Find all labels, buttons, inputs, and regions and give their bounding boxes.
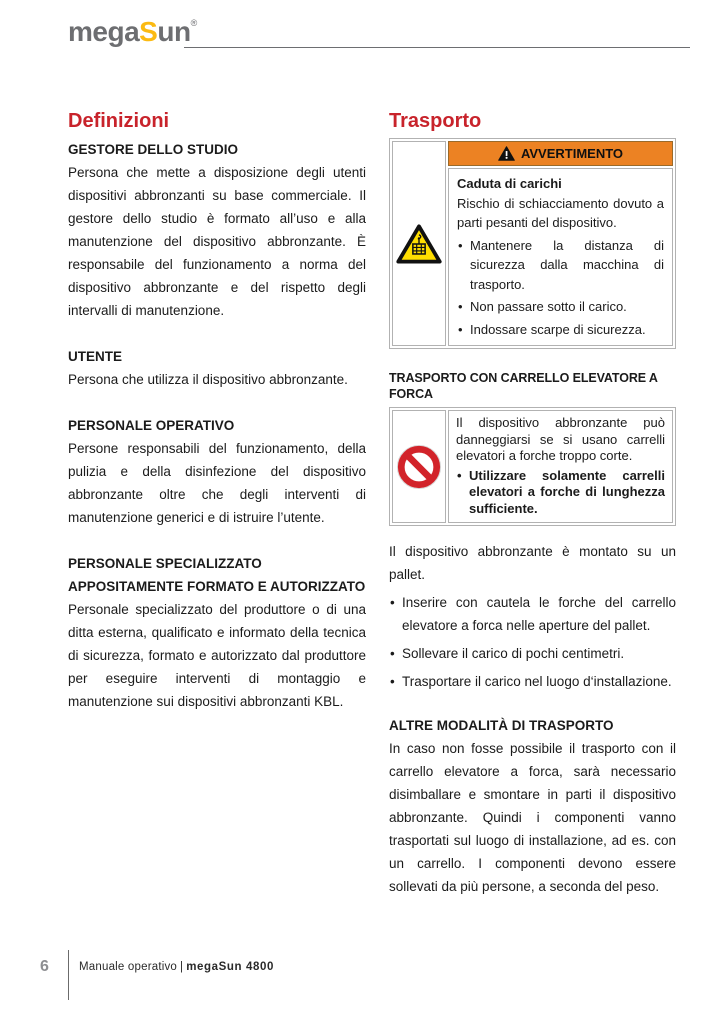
logo-sun-accent: S xyxy=(139,16,158,47)
footer-separator: | xyxy=(180,961,184,973)
notice-box xyxy=(389,407,676,526)
section-heading-personale-specializzato: PERSONALE SPECIALIZZATO APPOSITAMENTE FORMATO E AUTORIZZATO xyxy=(68,556,366,594)
suspended-load-warning-icon xyxy=(396,223,442,265)
other-transport-heading: ALTRE MODALITÀ DI TRASPORTO xyxy=(389,718,614,733)
footer-text xyxy=(79,961,274,973)
definitions-title: Definizioni xyxy=(68,110,170,132)
warning-banner-label: AVVERTIMENTO xyxy=(520,146,624,161)
section-heading-personale-operativo: PERSONALE OPERATIVO xyxy=(68,418,235,433)
footer-divider-line xyxy=(68,950,69,1000)
header-divider-line xyxy=(184,47,690,48)
notice-bullet-bold: • Utilizzare solamente carrelli elevatori a forche di lunghezza sufficiente. xyxy=(456,468,665,518)
warning-banner xyxy=(448,141,673,166)
section-heading-utente: UTENTE xyxy=(68,349,122,364)
pallet-bullet-list xyxy=(389,591,676,693)
section-body-personale-operativo: Persone responsabili del funzionamento, della pulizia e della disinfezione del dispositivo abbronzante oltre che degli interventi di manutenzione generici e di istruire l’utente. xyxy=(68,441,366,525)
hazard-text: Rischio di schiacciamento dovuto a parti pesanti del dispositivo. xyxy=(457,195,664,230)
notice-text: Il dispositivo abbronzante può danneggiarsi se si usano carrelli elevatori a forche troppo corte. xyxy=(456,415,665,463)
pallet-bullet: • Trasportare il carico nel luogo d‘installazione. xyxy=(389,670,676,693)
pallet-intro: Il dispositivo abbronzante è montato su un pallet. xyxy=(389,544,676,582)
registered-trademark: ® xyxy=(190,18,197,28)
transport-column xyxy=(389,110,676,898)
pallet-bullet: • Sollevare il carico di pochi centimetri. xyxy=(389,642,676,665)
product-name: megaSun 4800 xyxy=(186,961,274,973)
logo-text-mega: mega xyxy=(68,16,140,47)
section-body-utente: Persona che utilizza il dispositivo abbronzante. xyxy=(68,372,348,387)
warning-box xyxy=(389,138,676,349)
warning-box-body xyxy=(448,141,673,346)
hazard-title: Caduta di carichi xyxy=(457,176,562,191)
notice-box-icon-cell xyxy=(392,410,446,523)
warning-box-content xyxy=(448,168,673,346)
logo-text-un: un xyxy=(157,16,191,47)
forklift-heading: TRASPORTO CON CARRELLO ELEVATORE A FORCA xyxy=(389,371,658,401)
megasun-logo xyxy=(68,16,197,48)
hazard-bullet: • Mantenere la distanza di sicurezza dalla macchina di trasporto. xyxy=(457,236,664,295)
manual-label: Manuale operativo xyxy=(79,961,178,973)
alert-triangle-icon xyxy=(498,146,515,161)
notice-box-content xyxy=(448,410,673,523)
prohibition-icon xyxy=(396,444,442,490)
notice-box-body xyxy=(448,410,673,523)
section-heading-gestore: GESTORE DELLO STUDIO xyxy=(68,142,239,157)
definitions-column xyxy=(68,110,366,713)
transport-title: Trasporto xyxy=(389,110,482,132)
hazard-bullet: • Non passare sotto il carico. xyxy=(457,297,664,317)
page-number: 6 xyxy=(40,958,49,975)
warning-box-icon-cell xyxy=(392,141,446,346)
section-body-gestore: Persona che mette a disposizione degli utenti dispositivi abbronzanti su base commerciale. Il gestore dello studio è formato all’uso e alla manutenzione del dispositivo abbronzante. È responsabile del funzionamento a norma del dispositivo abbronzante e del rispetto degli intervalli di manutenzione. xyxy=(68,165,366,318)
section-body-personale-specializzato: Personale specializzato del produttore o di una ditta esterna, qualificato e informato della tecnica di sicurezza, formato e autorizzato dal produttore per eseguire interventi di montaggio e manutenzione sui dispositivi abbronzanti KBL. xyxy=(68,602,366,709)
hazard-bullet: • Indossare scarpe di sicurezza. xyxy=(457,320,664,340)
other-transport-body: In caso non fosse possibile il trasporto con il carrello elevatore a forca, sarà necessario disimballare e smontare in parti il dispositivo abbronzante. Quindi i componenti vanno trasportati sul luogo di installazione, ad es. con un carrello. I componenti devono essere sollevati da più persone, a seconda del peso. xyxy=(389,741,676,894)
pallet-bullet: • Inserire con cautela le forche del carrello elevatore a forca nelle aperture del pallet. xyxy=(389,591,676,637)
page-footer xyxy=(0,946,724,1006)
